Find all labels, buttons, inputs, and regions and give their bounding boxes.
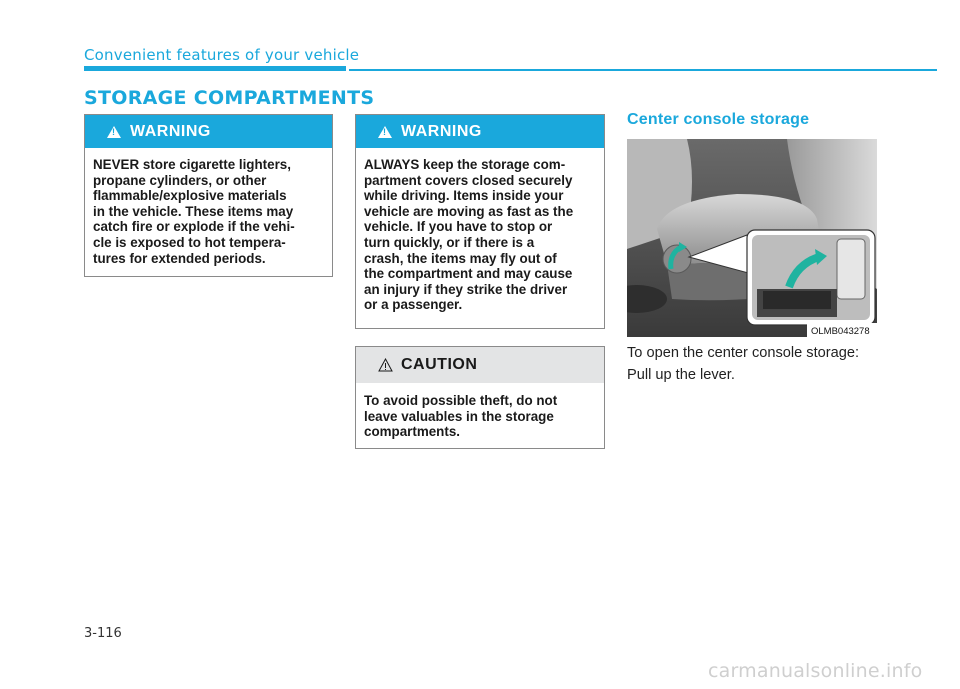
text-line: propane cylinders, or other: [93, 172, 267, 188]
warning-heading: WARNING: [401, 122, 482, 140]
warning-box-covers: [355, 114, 605, 329]
warning-header: [356, 115, 604, 148]
text-line: ALWAYS keep the storage com-: [364, 157, 566, 172]
instruction-text: Pull up the lever.: [627, 367, 735, 383]
text-line: or a passenger.: [364, 297, 463, 313]
text-line: compartments.: [364, 424, 460, 440]
header-rule-thick: [84, 66, 346, 71]
text-line: turn quickly, or if there is a: [364, 234, 535, 250]
section-title: STORAGE COMPARTMENTS: [84, 87, 375, 109]
text-line: while driving. Items inside your: [364, 188, 564, 204]
text-line: vehicle. If you have to stop or: [364, 219, 553, 235]
figure-code: OLMB043278: [811, 326, 870, 337]
watermark: carmanualsonline.info: [708, 660, 923, 682]
warning-text: [356, 148, 604, 313]
running-header: Convenient features of your vehicle: [84, 46, 360, 64]
text-line: the compartment and may cause: [364, 266, 573, 282]
text-line: partment covers closed securely: [364, 172, 573, 188]
caution-text: [356, 383, 604, 440]
caution-triangle-icon: [378, 358, 393, 372]
text-line: flammable/explosive materials: [93, 188, 287, 204]
warning-box-flammables: [84, 114, 333, 277]
instruction-text: To open the center console storage:: [627, 345, 860, 361]
caution-heading: CAUTION: [401, 356, 478, 373]
warning-header: [85, 115, 332, 148]
text-line: NEVER store cigarette lighters,: [93, 157, 291, 172]
text-line: vehicle are moving as fast as the: [364, 203, 574, 219]
text-line: cle is exposed to hot tempera-: [93, 234, 286, 250]
warning-triangle-icon: [378, 126, 392, 138]
text-line: in the vehicle. These items may: [93, 203, 294, 219]
console-photo: [627, 139, 877, 337]
text-line: tures for extended periods.: [93, 250, 266, 266]
text-line: catch fire or explode if the vehi-: [93, 219, 295, 235]
text-line: crash, the items may fly out of: [364, 250, 557, 266]
text-line: leave valuables in the storage: [364, 408, 554, 424]
subsection-title: Center console storage: [627, 111, 810, 128]
text-line: an injury if they strike the driver: [364, 281, 568, 297]
caution-header: [356, 347, 604, 383]
warning-text: [85, 148, 332, 266]
warning-triangle-icon: [107, 126, 121, 138]
page-number: 3-116: [84, 626, 122, 641]
header-rule-thin: [349, 69, 937, 71]
caution-box-theft: [355, 346, 605, 449]
warning-heading: WARNING: [130, 122, 211, 140]
text-line: To avoid possible theft, do not: [364, 393, 558, 408]
console-illustration: [627, 139, 877, 337]
